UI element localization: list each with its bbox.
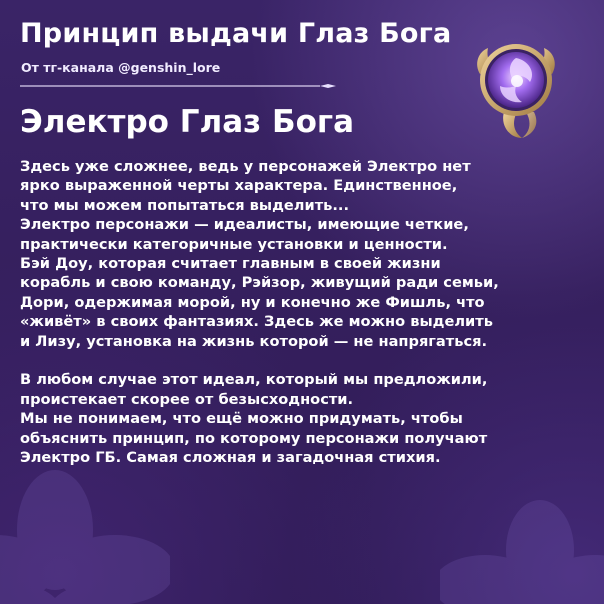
body-line: Дори, одержимая морой, ну и конечно же Фишль, что xyxy=(20,293,485,311)
body-line: что мы можем попытаться выделить... xyxy=(20,196,350,214)
paragraph-gap xyxy=(20,351,590,370)
body-line: объяснить принцип, по которому персонажи получают xyxy=(20,429,488,447)
body-line: и Лизу, установка на жизнь которой — не напрягаться. xyxy=(20,332,488,350)
electro-vision-icon xyxy=(470,34,562,142)
article-body xyxy=(20,157,590,467)
body-line: Мы не понимаем, что ещё можно придумать, чтобы xyxy=(20,410,463,428)
body-line: практически категоричные установки и ценности. xyxy=(20,235,448,253)
channel-credit: От тг-канала @genshin_lore xyxy=(21,60,221,75)
page-title: Принцип выдачи Глаз Бога xyxy=(20,18,452,49)
body-line: проистекает скорее от безысходности. xyxy=(20,390,354,408)
body-line: В любом случае этот идеал, который мы предложили, xyxy=(20,371,488,389)
divider-ornament xyxy=(20,84,340,88)
flower-decoration xyxy=(0,470,170,604)
body-line: Электро ГБ. Самая сложная и загадочная стихия. xyxy=(20,449,441,467)
section-heading: Электро Глаз Бога xyxy=(20,104,354,140)
body-line: Электро персонажи — идеалисты, имеющие четкие, xyxy=(20,216,469,234)
body-line: Здесь уже сложнее, ведь у персонажей Электро нет xyxy=(20,158,471,175)
flower-decoration xyxy=(440,500,604,604)
body-line: «живёт» в своих фантазиях. Здесь же можно выделить xyxy=(20,313,493,331)
body-line: Бэй Доу, которая считает главным в своей жизни xyxy=(20,255,441,273)
body-line: корабль и свою команду, Рэйзор, живущий ради семьи, xyxy=(20,274,499,292)
body-line: ярко выраженной черты характера. Единственное, xyxy=(20,177,458,195)
